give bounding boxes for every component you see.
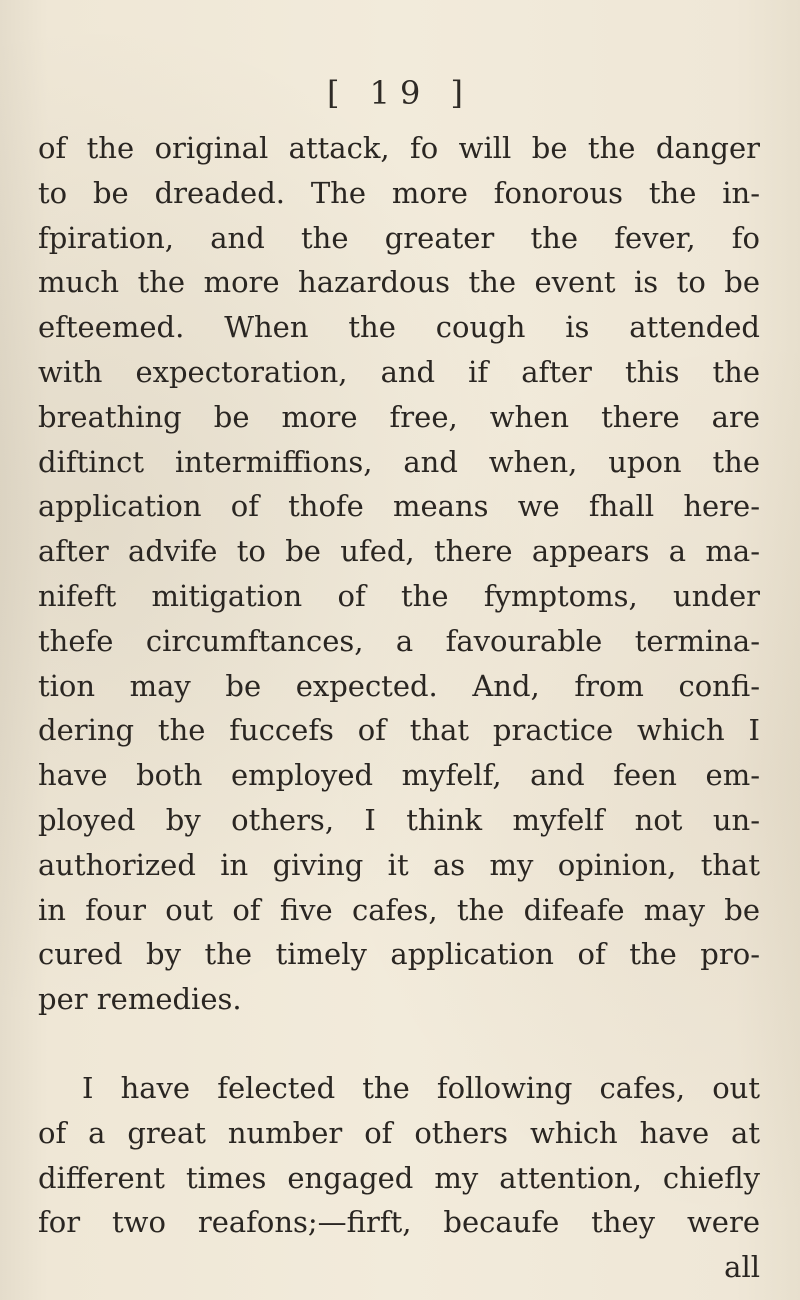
text-line: in four out of five cafes, the difeafe may be bbox=[38, 892, 760, 927]
text-line: tion may be expected. And, from confi- bbox=[38, 668, 760, 703]
catchword: all bbox=[724, 1250, 760, 1285]
text-line: fpiration, and the greater the fever, fo bbox=[38, 220, 760, 255]
text-line: I have felected the following cafes, out bbox=[82, 1070, 760, 1105]
text-line: breathing be more free, when there are bbox=[38, 399, 760, 434]
paragraph-gap bbox=[38, 1022, 760, 1066]
paragraph-1 bbox=[38, 126, 760, 1022]
text-line: to be dreaded. The more fonorous the in- bbox=[38, 175, 760, 210]
text-line: thefe circumftances, a favourable termina- bbox=[38, 623, 760, 658]
page-number: [ 19 ] bbox=[326, 74, 474, 112]
text-line: have both employed myfelf, and feen em- bbox=[38, 758, 760, 793]
text-line: dering the fuccefs of that practice which I bbox=[38, 713, 760, 748]
text-line: application of thofe means we fhall here- bbox=[38, 489, 760, 524]
text-line: ployed by others, I think myfelf not un- bbox=[38, 802, 760, 837]
text-line: with expectoration, and if after this the bbox=[38, 354, 760, 389]
text-line: after advife to be ufed, there appears a ma- bbox=[38, 534, 760, 569]
text-line: of the original attack, fo will be the danger bbox=[38, 131, 760, 165]
text-line: for two reafons;—firft, becaufe they were bbox=[38, 1205, 760, 1240]
text-line: of a great number of others which have at bbox=[38, 1115, 760, 1150]
body-text bbox=[38, 126, 760, 1290]
text-line: nifeft mitigation of the fymptoms, under bbox=[38, 578, 760, 613]
text-line: diftinct intermiffions, and when, upon the bbox=[38, 444, 760, 479]
paragraph-2 bbox=[38, 1066, 760, 1245]
text-line: authorized in giving it as my opinion, that bbox=[38, 847, 760, 882]
text-line: per remedies. bbox=[38, 982, 242, 1017]
text-line: different times engaged my attention, chiefly bbox=[38, 1160, 760, 1195]
text-line: much the more hazardous the event is to be bbox=[38, 265, 760, 300]
text-line: efteemed. When the cough is attended bbox=[38, 310, 760, 345]
text-line: cured by the timely application of the pro- bbox=[38, 937, 760, 972]
